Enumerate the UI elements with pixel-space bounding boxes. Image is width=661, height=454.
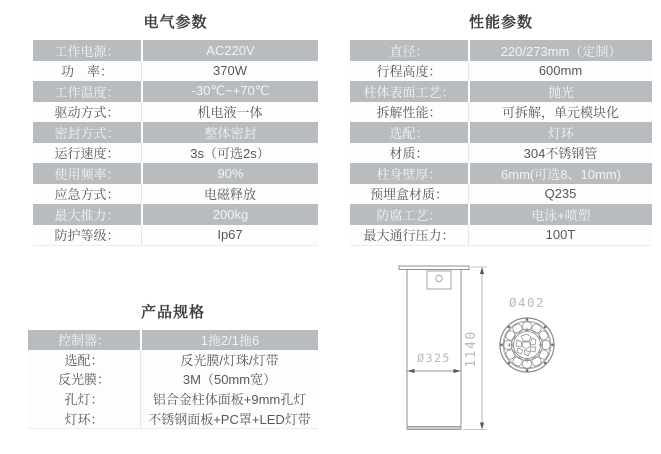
spec-label: 柱身壁厚： <box>376 166 442 182</box>
table-row <box>350 81 652 102</box>
spec-value: 600mm <box>468 61 652 82</box>
product-spec-table <box>28 330 318 429</box>
top-view-drawing <box>500 295 554 372</box>
table-row <box>33 163 318 184</box>
spec-label: 密封方式： <box>54 125 120 141</box>
spec-label: 使用频率： <box>54 166 120 182</box>
center-mesh-pattern <box>516 334 536 356</box>
spec-value: Q235 <box>468 184 652 205</box>
spec-value: 6mm(可选8、10mm) <box>468 163 652 184</box>
spec-label: 灯环： <box>64 411 104 427</box>
spec-value: 抛光 <box>468 81 652 102</box>
spec-label: 材质： <box>389 146 429 162</box>
spec-label: 反光膜： <box>57 372 110 388</box>
spec-value: 220/273mm（定制） <box>468 40 652 61</box>
spec-value: 不锈钢面板+PC罩+LED灯带 <box>140 408 318 428</box>
spec-value: Ip67 <box>141 225 318 246</box>
table-row <box>33 81 318 102</box>
top-diameter-label: Ø402 <box>508 295 546 310</box>
table-row <box>33 204 318 225</box>
spec-label: 柱体表面工艺： <box>363 84 455 100</box>
performance-params-table <box>350 40 652 246</box>
spec-value: 整体密封 <box>141 122 318 143</box>
width-dimension <box>408 351 461 373</box>
table-row <box>350 102 652 123</box>
spec-value: 370W <box>141 61 318 82</box>
spec-value: 3s（可选2s） <box>141 143 318 164</box>
performance-params-title: 性能参数 <box>468 14 533 31</box>
spec-label: 应急方式： <box>54 187 120 203</box>
product-spec-title: 产品规格 <box>140 304 205 321</box>
spec-value: AC220V <box>141 40 318 61</box>
height-dimension-label: 1140 <box>464 330 479 368</box>
electrical-params-table <box>33 40 318 246</box>
spec-value: 铝合金柱体面板+9mm孔灯 <box>140 389 318 409</box>
spec-label: 运行速度： <box>54 146 120 162</box>
spec-value: 200kg <box>141 204 318 225</box>
spec-label: 选配： <box>389 125 429 141</box>
technical-drawing <box>388 252 660 454</box>
table-row <box>28 369 318 389</box>
table-row <box>33 102 318 123</box>
table-row <box>350 122 652 143</box>
spec-label: 最大通行压力： <box>363 228 455 244</box>
table-row <box>28 330 318 350</box>
spec-label: 孔灯： <box>64 392 104 408</box>
spec-label: 工作温度： <box>54 84 120 100</box>
spec-value: 90% <box>141 163 318 184</box>
spec-value: 3M（50mm宽） <box>140 369 318 389</box>
width-dimension-label: Ø325 <box>417 351 451 365</box>
side-view-drawing <box>399 266 469 430</box>
table-row <box>33 61 318 82</box>
spec-value: 1拖2/1拖6 <box>140 330 318 350</box>
table-row <box>350 40 652 61</box>
spec-value: 电磁释放 <box>141 184 318 205</box>
spec-label: 驱动方式： <box>54 105 120 121</box>
table-row <box>33 40 318 61</box>
table-row <box>350 225 652 246</box>
spec-label: 防腐工艺： <box>376 207 442 223</box>
spec-label: 行程高度： <box>376 64 442 80</box>
spec-label: 防护等级： <box>54 228 120 244</box>
table-row <box>28 350 318 370</box>
table-row <box>350 204 652 225</box>
table-row <box>33 225 318 246</box>
spec-value: 灯环 <box>468 122 652 143</box>
spec-label: 选配： <box>64 352 104 368</box>
table-row <box>28 389 318 409</box>
table-row <box>33 143 318 164</box>
table-row <box>33 184 318 205</box>
spec-value: 电泳+喷塑 <box>468 204 652 225</box>
table-row <box>28 408 318 428</box>
spec-label: 工作电源： <box>54 43 120 59</box>
spec-label: 拆解性能： <box>376 105 442 121</box>
spec-value: 100T <box>468 225 652 246</box>
table-row <box>350 143 652 164</box>
table-row <box>350 163 652 184</box>
spec-label: 功 率： <box>60 64 113 80</box>
spec-value: 机电液一体 <box>141 102 318 123</box>
spec-value: 反光膜/灯珠/灯带 <box>140 350 318 370</box>
spec-label: 控制器： <box>57 333 110 349</box>
height-dimension <box>463 267 487 430</box>
spec-label: 最大推力： <box>54 207 120 223</box>
spec-value: -30℃~+70℃ <box>141 81 318 102</box>
table-row <box>350 61 652 82</box>
spec-label: 直径： <box>389 43 429 59</box>
table-row <box>33 122 318 143</box>
electrical-params-title: 电气参数 <box>143 14 208 31</box>
spec-value: 304不锈钢管 <box>468 143 652 164</box>
spec-label: 预埋盒材质： <box>369 187 448 203</box>
table-row <box>350 184 652 205</box>
spec-value: 可拆解，单元模块化 <box>468 102 652 123</box>
